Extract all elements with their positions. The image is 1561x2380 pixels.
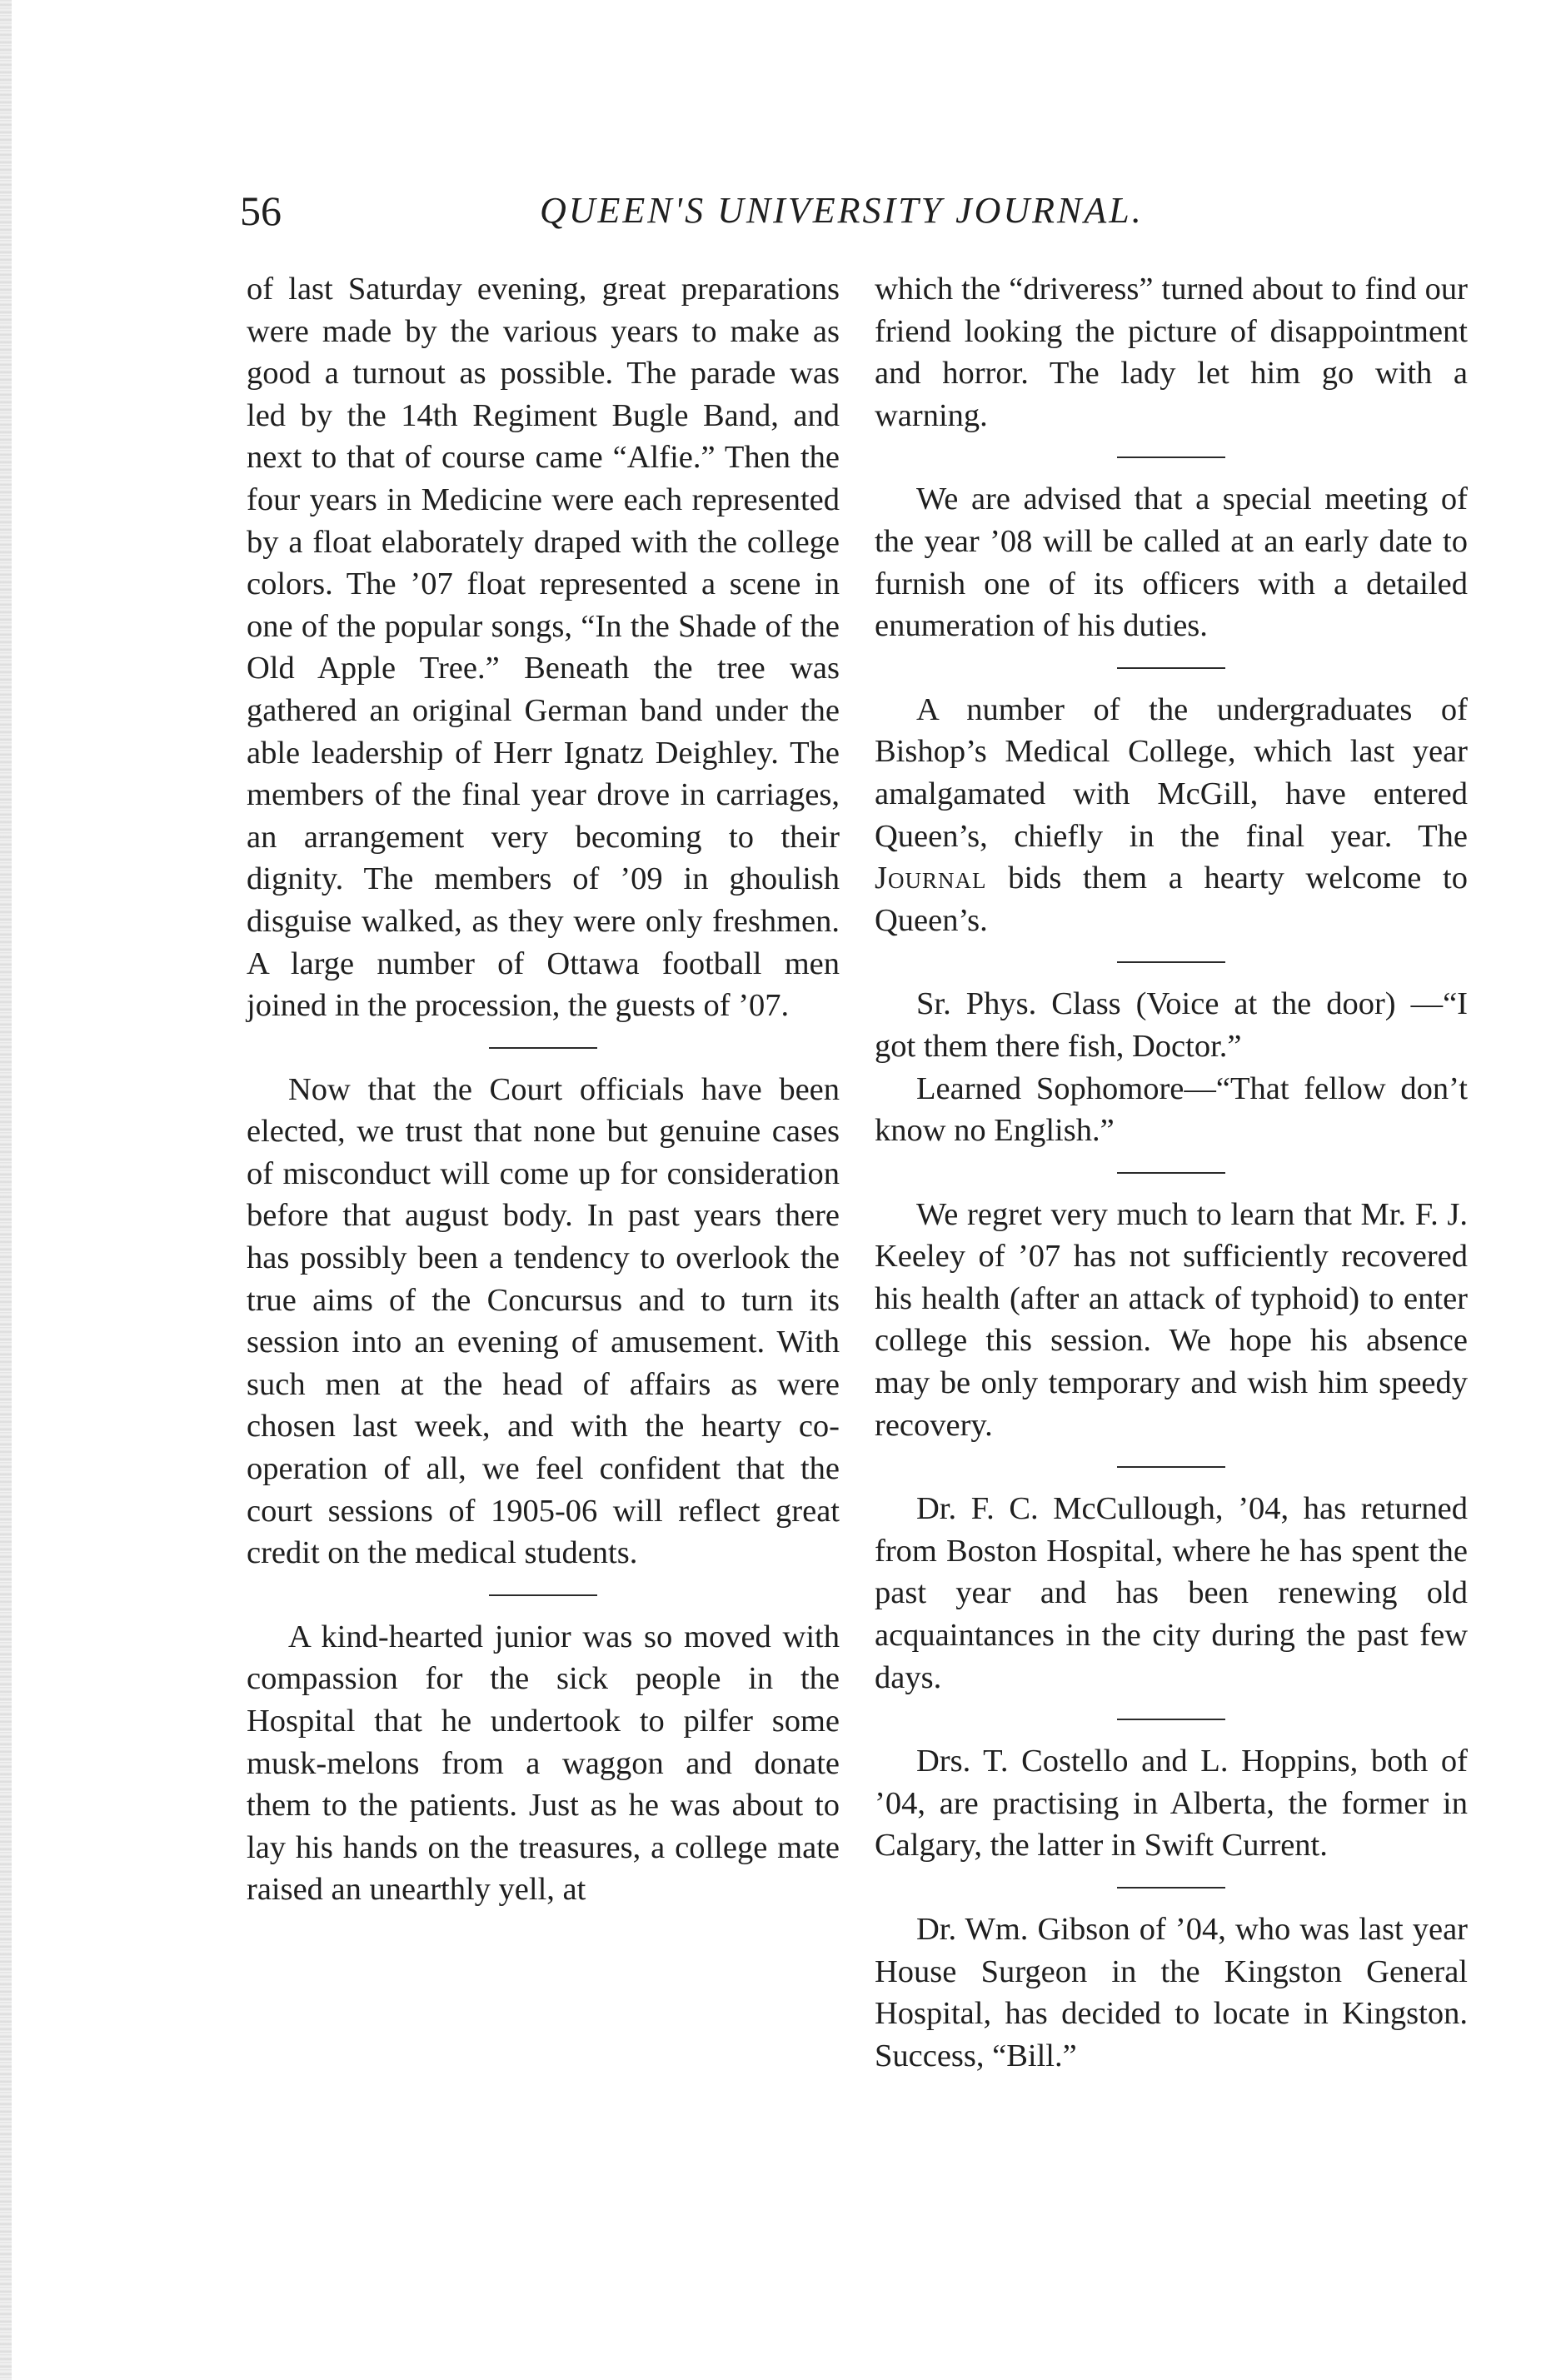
left-column [247,268,840,1911]
section-divider [1117,961,1225,963]
page-header [240,182,1473,240]
section-divider [1117,667,1225,669]
paragraph-keeley: We regret very much to learn that Mr. F. J. Keeley of ’07 has not sufficiently recovered his health (after an attack of typhoid) to enter college this session. We hope his absence may be only temporary and wish him speedy recovery. [875,1196,1468,1443]
section-divider [1117,1466,1225,1468]
bishops-text-start: A number of the undergraduates of Bishop’s Medical College, which last year amalgamated with McGill, have entered Queen’s, chiefly in the final year. The [875,691,1468,854]
paragraph-costello-hoppins: Drs. T. Costello and L. Hoppins, both of ’04, are practising in Alberta, the former in Calgary, the latter in Swift Current. [875,1744,1468,1864]
journal-name: Journal [875,861,987,896]
running-title: QUEEN'S UNIVERSITY JOURNAL. [540,190,1144,231]
paragraph-court-officials: Now that the Court officials have been elected, we trust that none but genuine cases of misconduct will come up for consideration before that august body. In past years there has possibly been a tendency to overlook the true aims of the Concursus and to turn its session into an evening of amusement. With such men at the head of affairs as were chosen last week, and with the hearty co-operation of all, we feel confident that the court sessions of 1905-06 will reflect great credit on the medical students. [247,1071,840,1571]
page-number: 56 [240,187,282,234]
bishops-text-end: bids them a hearty welcome to Queen’s. [875,861,1468,938]
paragraph-phys-class: Sr. Phys. Class (Voice at the door) —“I got them there fish, Doctor.” [875,986,1468,1064]
scanned-binding-edge [0,0,12,2380]
paragraph-parade: of last Saturday evening, great preparations were made by the various years to make as good a turnout as possible. The parade was led by the 14th Regiment Bugle Band, and next to that of course came “Alfie.” Then the four years in Medicine were each represented by a float elaborately draped with the college colors. The ’07 float represented a scene in one of the popular songs, “In the Shade of the Old Apple Tree.” Beneath the tree was gathered an original German band under the able leadership of Herr Ignatz Deighley. The members of the final year drove in carriages, an arrangement very becoming to their dignity. The members of ’09 in ghoulish disguise walked, as they were only freshmen. A large number of Ottawa football men joined in the procession, the guests of ’07. [247,272,840,1024]
paragraph-driveress: which the “driveress” turned about to find our friend looking the picture of disappointment and horror. The lady let him go with a warning. [875,272,1468,433]
paragraph-bishops-college [875,689,1468,942]
paragraph-year-08-meeting: We are advised that a special meeting of the year ’08 will be called at an early date to furnish one of its officers with a detailed enumeration of his duties. [875,481,1468,644]
paragraph-mccullough: Dr. F. C. McCullough, ’04, has returned from Boston Hospital, where he has spent the past year and has been renewing old acquaintances in the city during the past few days. [875,1491,1468,1695]
section-divider [1117,457,1225,458]
right-column [875,268,1468,2077]
section-divider [1117,1887,1225,1889]
paragraph-musk-melons: A kind-hearted junior was so moved with compassion for the sick people in the Hospital that he undertook to pilfer some musk-melons from a waggon and donate them to the patients. Just as he was about to lay his hands on the treasures, a college mate raised an unearthly yell, at [247,1619,840,1908]
section-divider [489,1594,597,1596]
section-divider [1117,1172,1225,1174]
paragraph-gibson: Dr. Wm. Gibson of ’04, who was last year House Surgeon in the Kingston General Hospital, has decided to locate in Kingston. Success, “Bill.” [875,1912,1468,2073]
paragraph-sophomore: Learned Sophomore—“That fellow don’t know no English.” [875,1070,1468,1149]
section-divider [489,1047,597,1049]
section-divider [1117,1719,1225,1720]
